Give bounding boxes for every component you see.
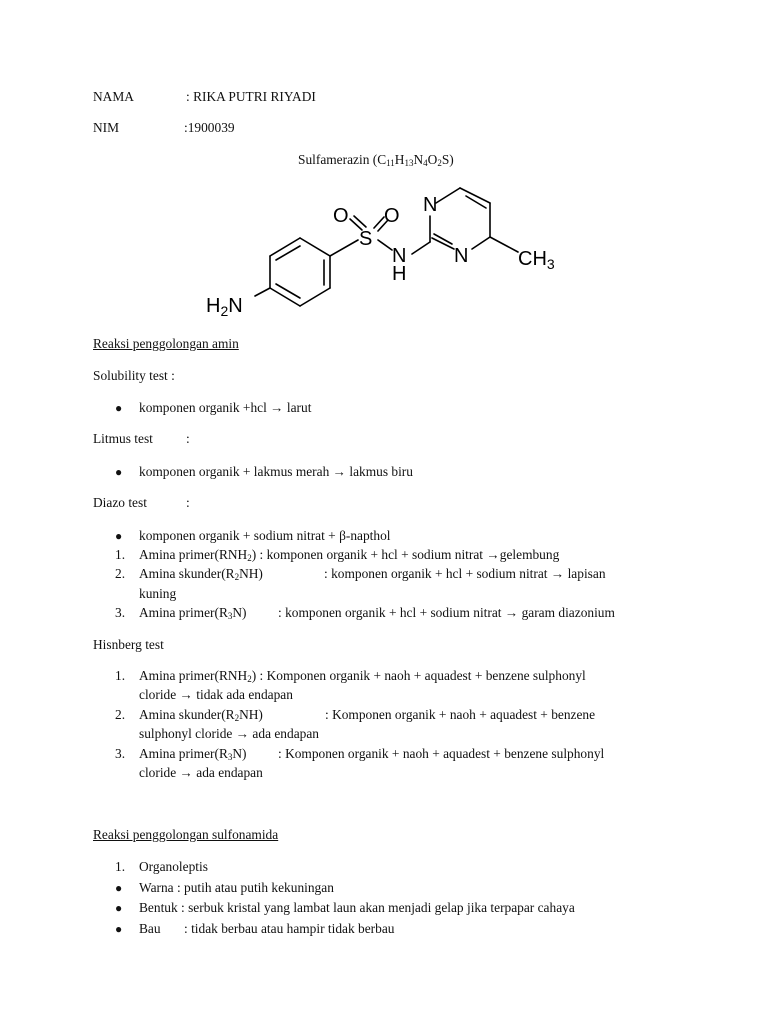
list-number: 1.	[115, 859, 126, 874]
list-number: 2.	[115, 707, 126, 722]
diazo-item-3: Amina $primer(R_3N)$	[139, 605, 247, 621]
ring-nitrogen-top-label: N	[423, 194, 438, 216]
nama-value: : RIKA PUTRI RIYADI	[186, 89, 316, 104]
diazo-item-1: Amina $primer(RNH_2)$ : komponen organik + hcl + sodium nitrat →gelembung	[139, 547, 560, 563]
bullet-icon: ●	[115, 465, 123, 479]
amide-hydrogen-label: H	[392, 263, 407, 285]
sulfur-label: S	[359, 228, 373, 250]
section-sulfonamida-title: Reaksi penggolongan sulfonamida	[93, 827, 279, 842]
list-number: 3.	[115, 746, 126, 761]
hisnberg-item-2: Amina $skunder(R_2NH)$	[139, 707, 263, 723]
oxygen-left-label: O	[333, 205, 349, 227]
hisnberg-item-1: Amina $primer(RNH_2)$ : Komponen organik + naoh + aquadest + benzene sulphonyl	[139, 668, 586, 684]
hisnberg-item-2-cont: sulphonyl cloride → ada endapan	[139, 726, 319, 741]
litmus-colon: :	[186, 431, 190, 446]
hisnberg-label: Hisnberg test	[93, 637, 164, 652]
list-number: 2.	[115, 566, 126, 581]
hisnberg-item-3: Amina $primer(R_3N)$	[139, 746, 247, 762]
section-amin-title: Reaksi penggolongan amin	[93, 336, 239, 351]
diazo-item-2-cont: kuning	[139, 586, 177, 601]
hisnberg-item-3-desc: : Komponen organik + naoh + aquadest + benzene sulphonyl	[278, 746, 605, 761]
organoleptis-item: Organoleptis	[139, 859, 208, 874]
list-number: 1.	[115, 547, 126, 562]
litmus-item: komponen organik + lakmus merah → lakmus biru	[139, 464, 413, 479]
diazo-item-2-desc: : komponen organik + hcl + sodium nitrat → lapisan	[324, 566, 606, 581]
diazo-label: Diazo test	[93, 495, 147, 510]
amide-nitrogen-label: N	[392, 245, 407, 267]
bullet-icon: ●	[115, 901, 123, 915]
bau-item: Bau : tidak berbau atau hampir tidak berbau	[139, 921, 395, 936]
diazo-item-2: Amina $skunder(R_2NH)$	[139, 566, 263, 582]
benzene-ring	[258, 260, 340, 304]
bullet-icon: ●	[115, 922, 123, 936]
nama-label: NAMA	[93, 89, 134, 104]
hisnberg-item-3-cont: cloride → ada endapan	[139, 765, 263, 780]
compound-title: Sulfamerazin $(C_{11}H_{13}N_4O_2S)$	[298, 152, 454, 168]
litmus-label: Litmus test	[93, 431, 153, 446]
oxygen-right-label: O	[384, 205, 400, 227]
bentuk-item: Bentuk : serbuk kristal yang lambat laun akan menjadi gelap jika terpapar cahaya	[139, 900, 575, 915]
nim-label: NIM	[93, 120, 120, 135]
solubility-item: komponen organik +hcl → larut	[139, 400, 312, 415]
amine-label: $H_2N$	[206, 295, 243, 319]
nim-value: :1900039	[184, 120, 235, 135]
bullet-icon: ●	[115, 881, 123, 895]
diazo-item-3-desc: : komponen organik + hcl + sodium nitrat → garam diazonium	[278, 605, 615, 620]
methyl-label: $CH_3$	[518, 248, 555, 272]
bullet-icon: ●	[115, 529, 123, 543]
ring-nitrogen-bottom-label: N	[454, 245, 469, 267]
hisnberg-item-1-cont: cloride → tidak ada endapan	[139, 687, 293, 702]
diazo-bullet-item: komponen organik + sodium nitrat + β-napthol	[139, 528, 391, 543]
solubility-label: Solubility test :	[93, 368, 175, 383]
list-number: 3.	[115, 605, 126, 620]
diazo-colon: :	[186, 495, 190, 510]
bullet-icon: ●	[115, 401, 123, 415]
hisnberg-item-2-desc: : Komponen organik + naoh + aquadest + benzene	[325, 707, 596, 722]
list-number: 1.	[115, 668, 126, 683]
warna-item: Warna : putih atau putih kekuningan	[139, 880, 334, 895]
